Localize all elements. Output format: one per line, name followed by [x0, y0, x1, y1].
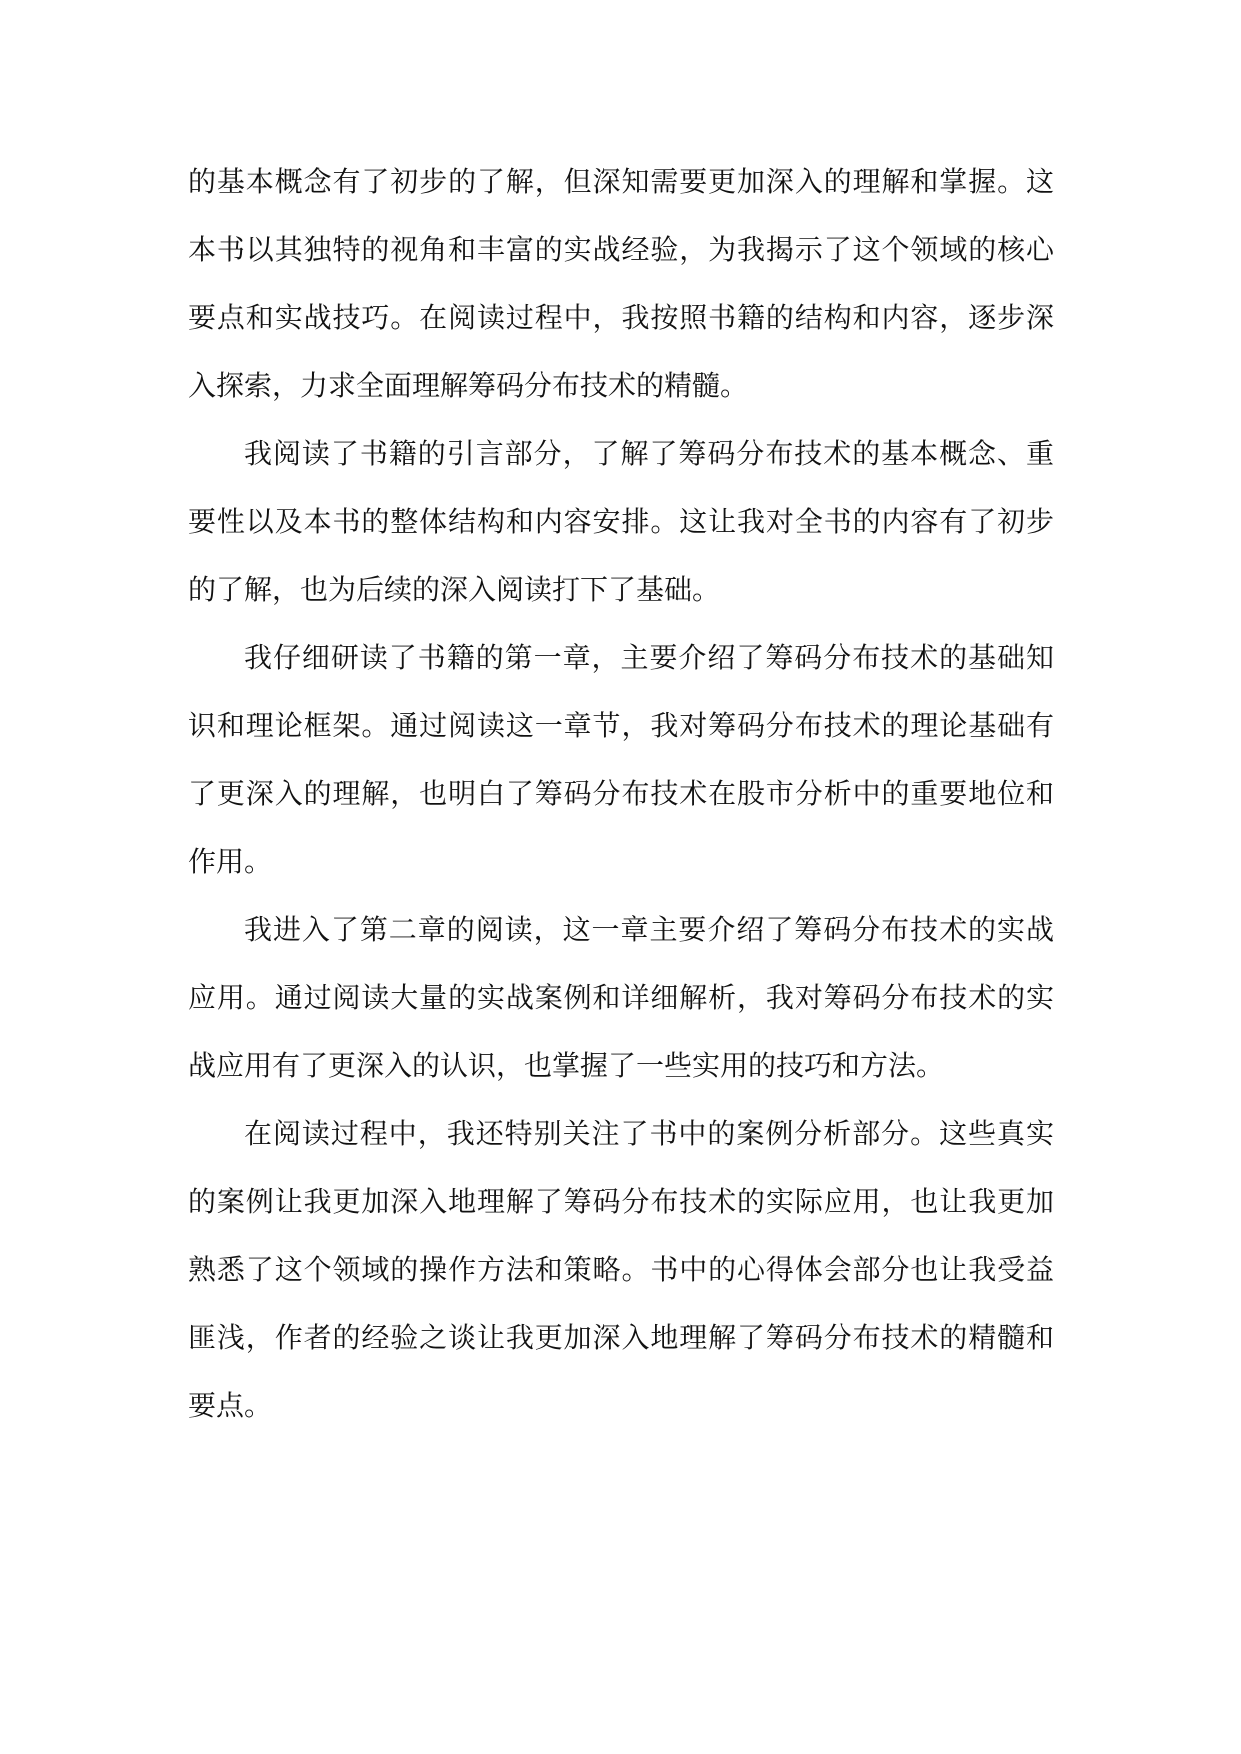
paragraph-chapter-one: 我仔细研读了书籍的第一章，主要介绍了筹码分布技术的基础知识和理论框架。通过阅读这一章节，我对筹码分布技术的理论基础有了更深入的理解，也明白了筹码分布技术在股市分析中的重要地位和作用。: [188, 641, 1054, 878]
body-text: [188, 148, 1054, 1440]
paragraph-case-analysis: 在阅读过程中，我还特别关注了书中的案例分析部分。这些真实的案例让我更加深入地理解了筹码分布技术的实际应用，也让我更加熟悉了这个领域的操作方法和策略。书中的心得体会部分也让我受益匪浅，作者的经验之谈让我更加深入地理解了筹码分布技术的精髓和要点。: [188, 1117, 1054, 1422]
paragraph-introduction: 我阅读了书籍的引言部分，了解了筹码分布技术的基本概念、重要性以及本书的整体结构和内容安排。这让我对全书的内容有了初步的了解，也为后续的深入阅读打下了基础。: [188, 437, 1054, 606]
paragraph-chapter-two: 我进入了第二章的阅读，这一章主要介绍了筹码分布技术的实战应用。通过阅读大量的实战案例和详细解析，我对筹码分布技术的实战应用有了更深入的认识，也掌握了一些实用的技巧和方法。: [188, 913, 1054, 1082]
paragraph-continued: 的基本概念有了初步的了解，但深知需要更加深入的理解和掌握。这本书以其独特的视角和丰富的实战经验，为我揭示了这个领域的核心要点和实战技巧。在阅读过程中，我按照书籍的结构和内容，逐步深入探索，力求全面理解筹码分布技术的精髓。: [188, 165, 1054, 402]
